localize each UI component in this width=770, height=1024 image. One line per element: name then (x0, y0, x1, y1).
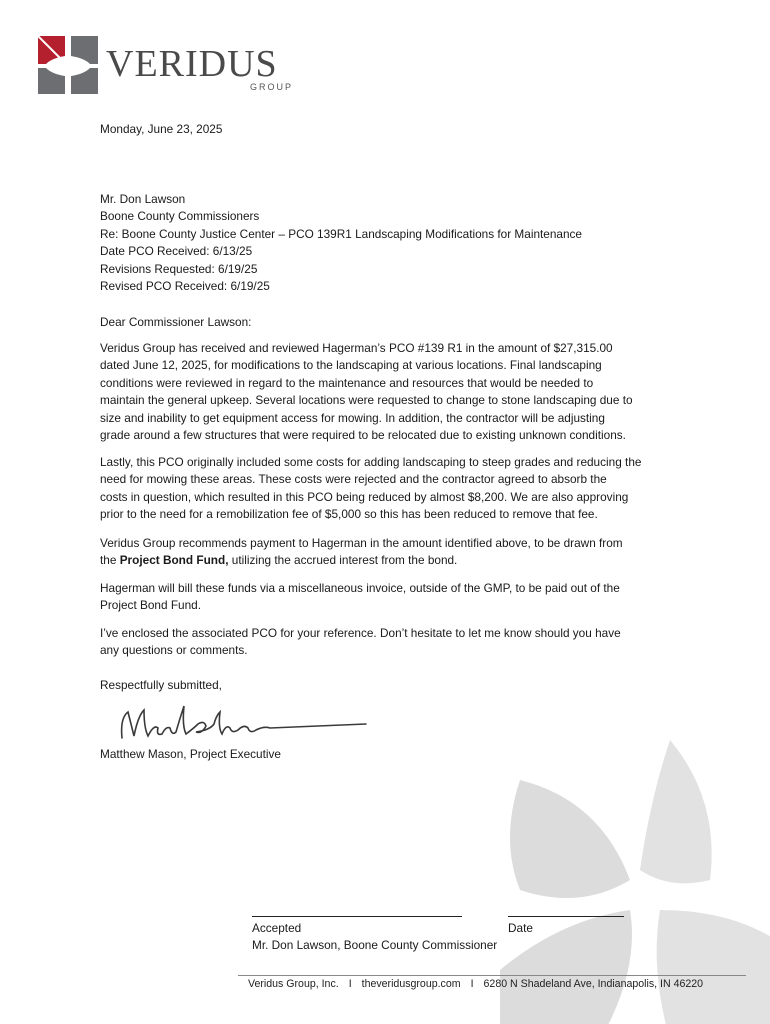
footer-separator: I (348, 978, 352, 990)
address-line: Revised PCO Received: 6/19/25 (100, 279, 270, 294)
paragraph-line: Lastly, this PCO originally included some costs for adding landscaping to steep grades and reducing the (100, 455, 642, 469)
footer (248, 978, 703, 990)
paragraph-line: any questions or comments. (100, 643, 248, 658)
recipient-address (100, 191, 678, 295)
project-bond-fund-bold: Project Bond Fund, (119, 553, 229, 568)
company-logo (38, 36, 294, 96)
paragraph-line: conditions were reviewed in regard to the maintenance and resources that would be needed to (100, 375, 594, 390)
text-run: the (100, 553, 120, 568)
paragraph-4 (100, 580, 678, 615)
paragraph-2 (100, 454, 678, 524)
address-line: Date PCO Received: 6/13/25 (100, 244, 253, 259)
address-line: Re: Boone County Justice Center – PCO 139R1 Landscaping Modifications for Maintenance (100, 226, 582, 241)
address-line: Revisions Requested: 6/19/25 (100, 261, 258, 276)
paragraph-3 (100, 535, 678, 570)
footer-divider (238, 975, 746, 976)
letter-date: Monday, June 23, 2025 (100, 122, 223, 136)
paragraph-5 (100, 625, 678, 660)
salutation: Dear Commissioner Lawson: (100, 315, 252, 329)
paragraph-line: prior to the need for a remobilization fee of $5,000 so this has been reduced to remove that fee. (100, 507, 598, 522)
paragraph-line: costs in question, which resulted in this PCO being reduced by almost $8,200. We are also approving (100, 489, 629, 504)
logo-mark-icon (38, 36, 98, 94)
date-label: Date (508, 921, 533, 935)
paragraph-line: size and inability to get equipment access for mowing. In addition, the contractor will be adjusting (100, 410, 605, 425)
handwritten-signature (114, 698, 374, 748)
acceptor-name: Mr. Don Lawson, Boone County Commissioner (252, 938, 498, 952)
closing: Respectfully submitted, (100, 678, 222, 692)
footer-address: 6280 N Shadeland Ave, Indianapolis, IN 46220 (483, 978, 704, 990)
paragraph-line: Hagerman will bill these funds via a miscellaneous invoice, outside of the GMP, to be paid out of the (100, 581, 620, 595)
date-signature-line (508, 916, 624, 917)
footer-separator: I (470, 978, 474, 990)
signer-name: Matthew Mason, Project Executive (100, 747, 281, 761)
paragraph-line: dated June 12, 2025, for modifications to the landscaping at various locations. Final landscaping (100, 358, 602, 373)
footer-website: theveridusgroup.com (361, 978, 461, 990)
accepted-signature-line (252, 916, 462, 917)
text-run: utilizing the accrued interest from the bond. (228, 553, 458, 568)
accepted-label: Accepted (252, 921, 302, 935)
address-line: Mr. Don Lawson (100, 192, 186, 206)
paragraph-line: Veridus Group has received and reviewed Hagerman’s PCO #139 R1 in the amount of $27,315.00 (100, 341, 613, 355)
paragraph-line: maintain the general upkeep. Several locations were requested to change to stone landscaping due to (100, 393, 633, 408)
paragraph-line: grade around a few structures that were required to be relocated due to existing unknown conditions. (100, 428, 626, 443)
paragraph-line: Veridus Group recommends payment to Hagerman in the amount identified above, to be drawn from (100, 536, 623, 550)
paragraph-line: need for mowing these areas. These costs were rejected and the contractor agreed to absorb the (100, 472, 607, 487)
logo-subtitle: GROUP (250, 82, 294, 92)
footer-company: Veridus Group, Inc. (248, 978, 339, 990)
paragraph-line (100, 552, 678, 569)
logo-wordmark: VERIDUS (106, 43, 278, 85)
address-line: Boone County Commissioners (100, 209, 260, 224)
paragraph-1 (100, 340, 678, 444)
paragraph-line: Project Bond Fund. (100, 598, 201, 613)
paragraph-line: I’ve enclosed the associated PCO for your reference. Don’t hesitate to let me know should you have (100, 626, 621, 640)
